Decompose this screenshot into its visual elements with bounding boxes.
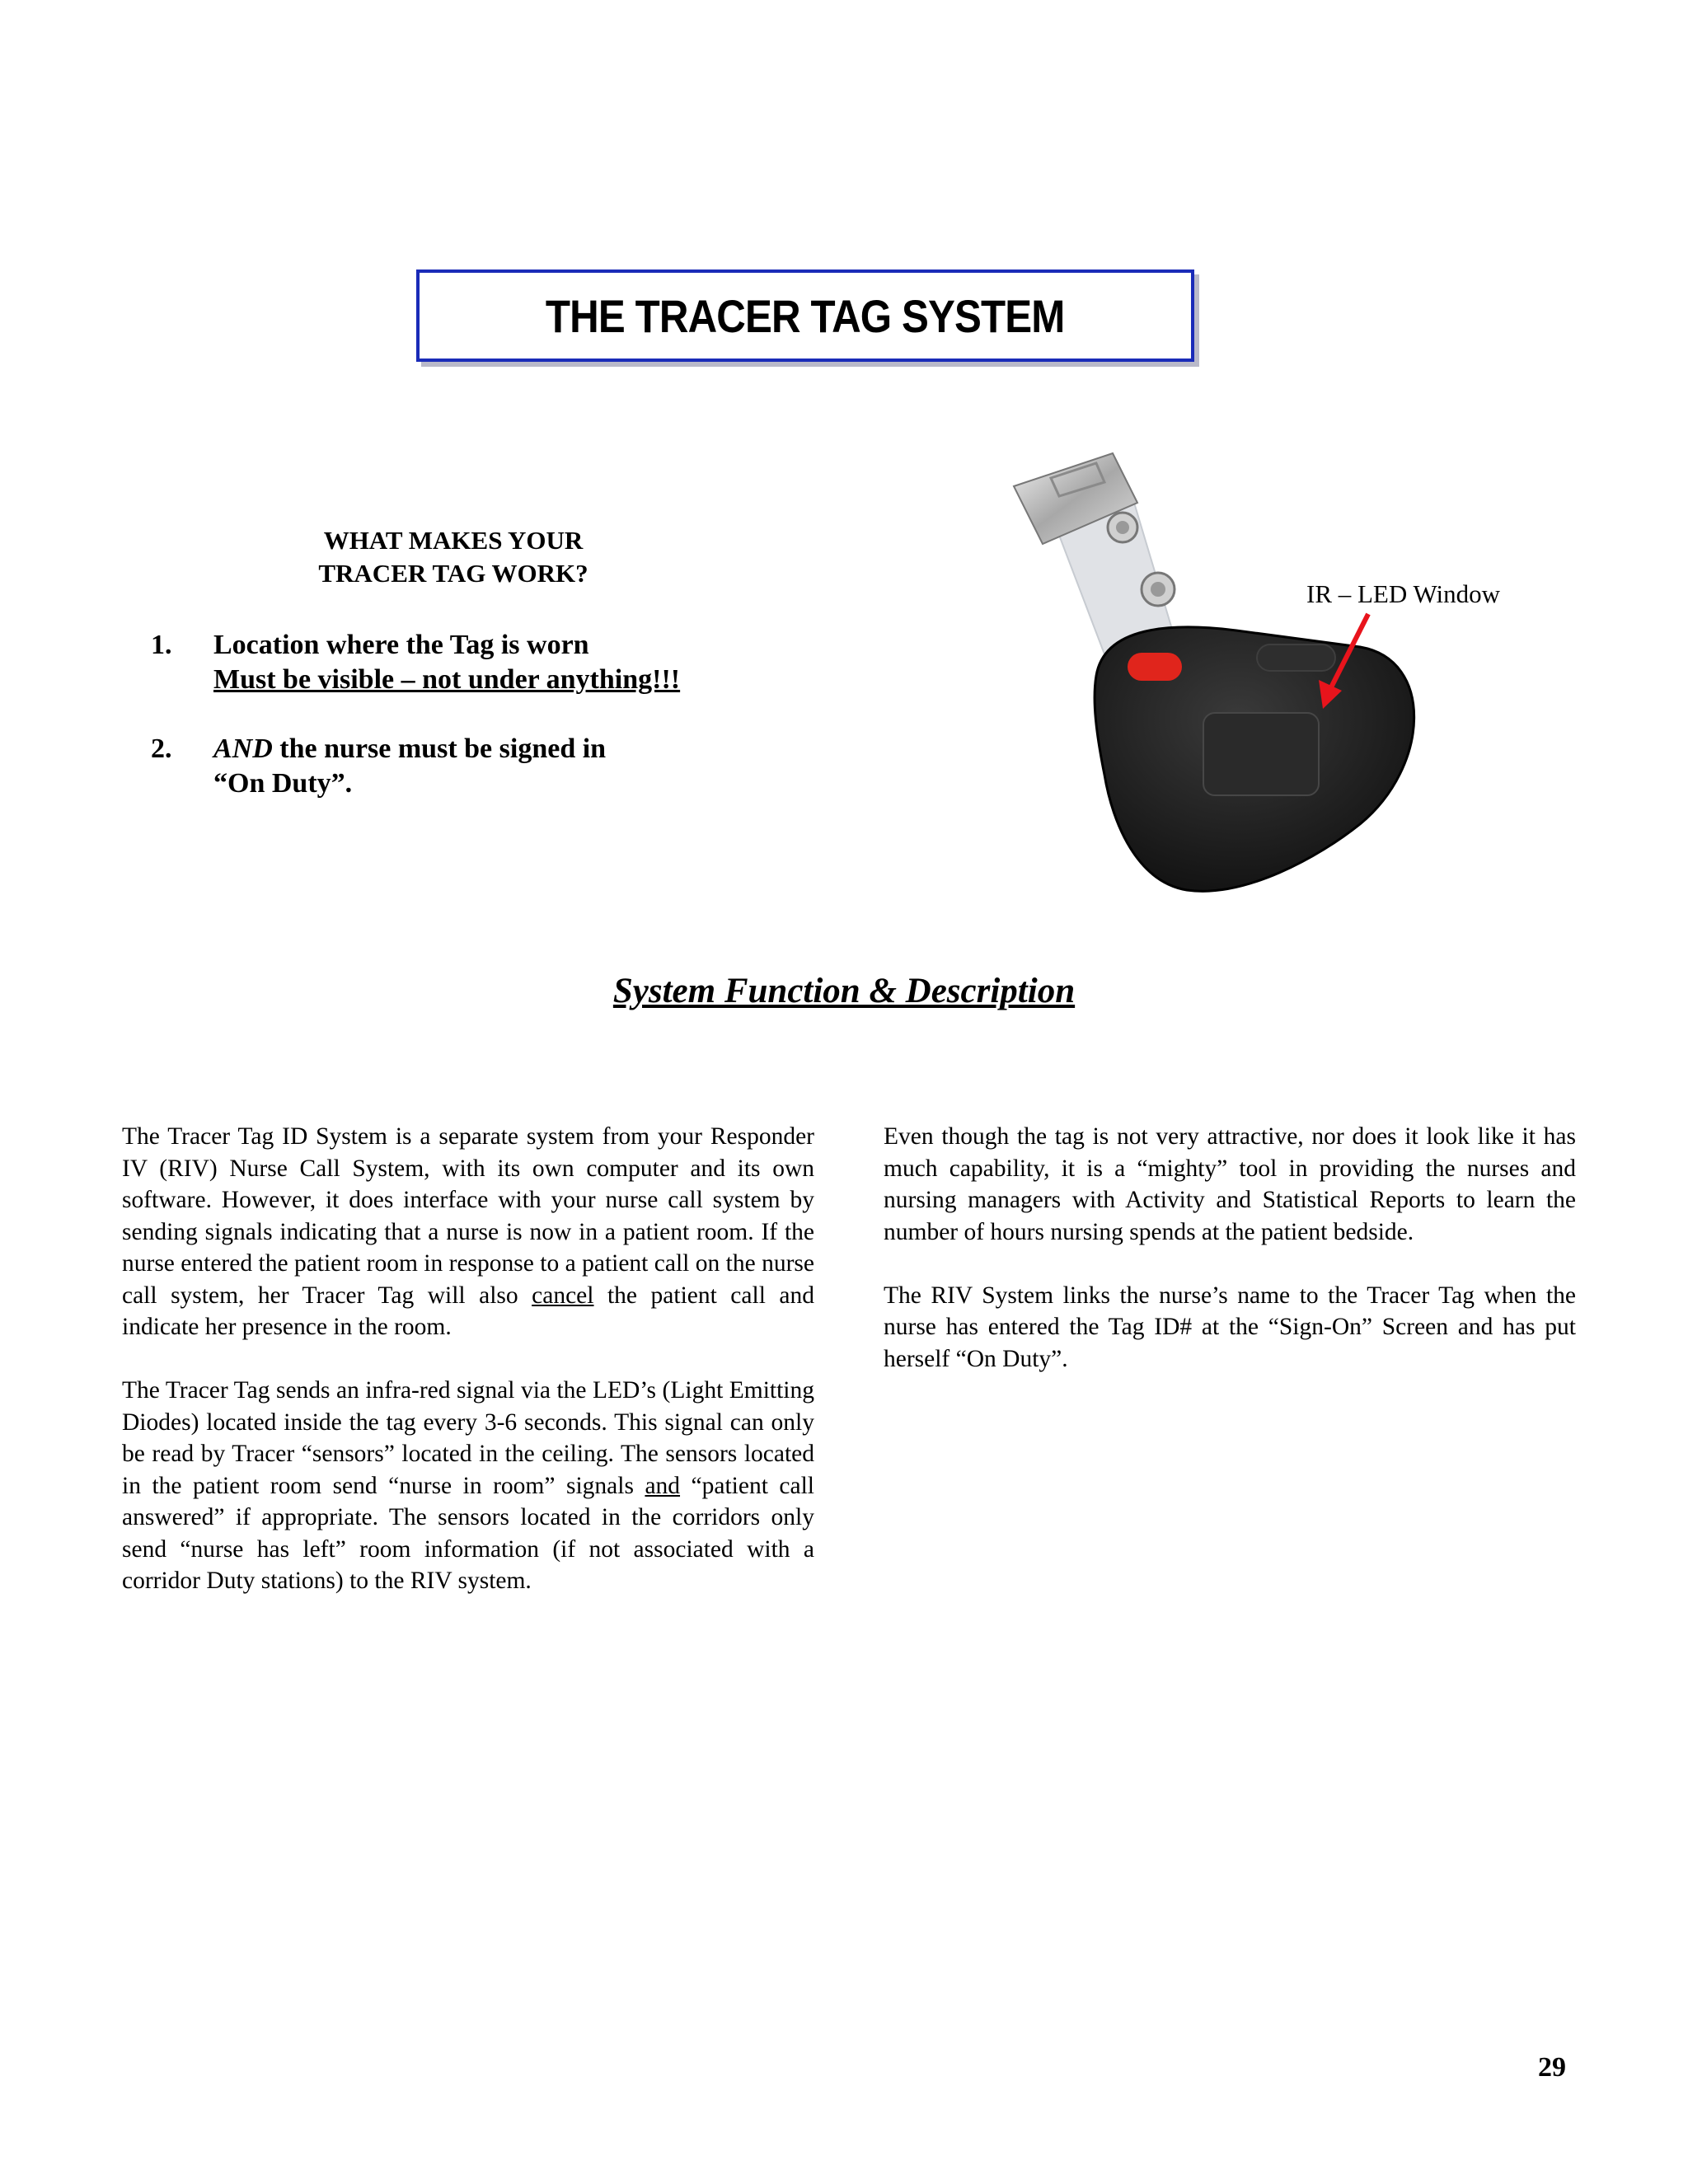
page-number: 29 [1538,2052,1566,2083]
list-item-emphasis: AND [213,733,273,764]
list-item-line-1 [213,732,810,766]
list-item-line-2: Must be visible – not under anything!!! [213,664,681,695]
tracer-tag-photo [973,429,1434,923]
paragraph-text: the patient call and indicate her presence in the room. [122,1282,814,1340]
list-item-number: 1. [151,630,172,660]
red-button [1128,653,1182,681]
underlined-word: cancel [532,1282,594,1309]
list-item [151,628,810,697]
ir-led-window-label: IR – LED Window [1306,579,1500,608]
left-column [122,1121,814,1597]
paragraph: The RIV System links the nurse’s name to the Tracer Tag when the nurse has entered the Tag ID# at the “Sign-On” Screen and has put herself “On Duty”. [884,1282,1576,1372]
paragraph-text: The Tracer Tag sends an infra-red signal via the LED’s (Light Emitting Diodes) located inside the tag every 3-6 seconds. This signal can only be read by Tracer “sensors” located in the ceiling. The sensors located in the patient room send “nurse in room” signals [122,1377,814,1499]
underlined-word: and [645,1472,681,1499]
page-title: THE TRACER TAG SYSTEM [546,289,1065,342]
paragraph [122,1375,814,1597]
what-makes-line-1: WHAT MAKES YOUR [323,526,584,555]
what-makes-line-2: TRACER TAG WORK? [318,559,588,588]
paragraph-text: The Tracer Tag ID System is a separate system from your Responder IV (RIV) Nurse Call System, with its own computer and its own software. However, it does interface with your nurse call system by sending signals indicating that a nurse is now in a patient room. If the nurse entered the patient room in response to a patient call on the nurse call system, her Tracer Tag will also [122,1123,814,1309]
section-heading: System Function & Description [612,972,1076,1010]
right-column [884,1121,1576,1375]
list-item-number: 2. [151,733,172,764]
paragraph: Even though the tag is not very attractive, nor does it look like it has much capability, it is a “mighty” tool in providing the nurses and nursing managers with Activity and Statistical Reports to learn the number of hours nursing spends at the patient bedside. [884,1123,1576,1245]
ir-led-window [1203,713,1319,795]
paragraph-text: “patient call answered” if appropriate. The sensors located in the corridors only send “nurse has left” room information (if not associated with a corridor Duty stations) to the RIV system. [122,1472,814,1594]
list-item-line-1: Location where the Tag is worn [213,630,589,660]
requirements-list [151,628,810,801]
paragraph [122,1121,814,1343]
list-item-line-2: “On Duty”. [213,768,353,799]
title-box [416,269,1194,362]
list-item [151,732,810,801]
what-makes-heading [247,524,659,590]
list-item-line-1-rest: the nurse must be signed in [272,733,607,764]
